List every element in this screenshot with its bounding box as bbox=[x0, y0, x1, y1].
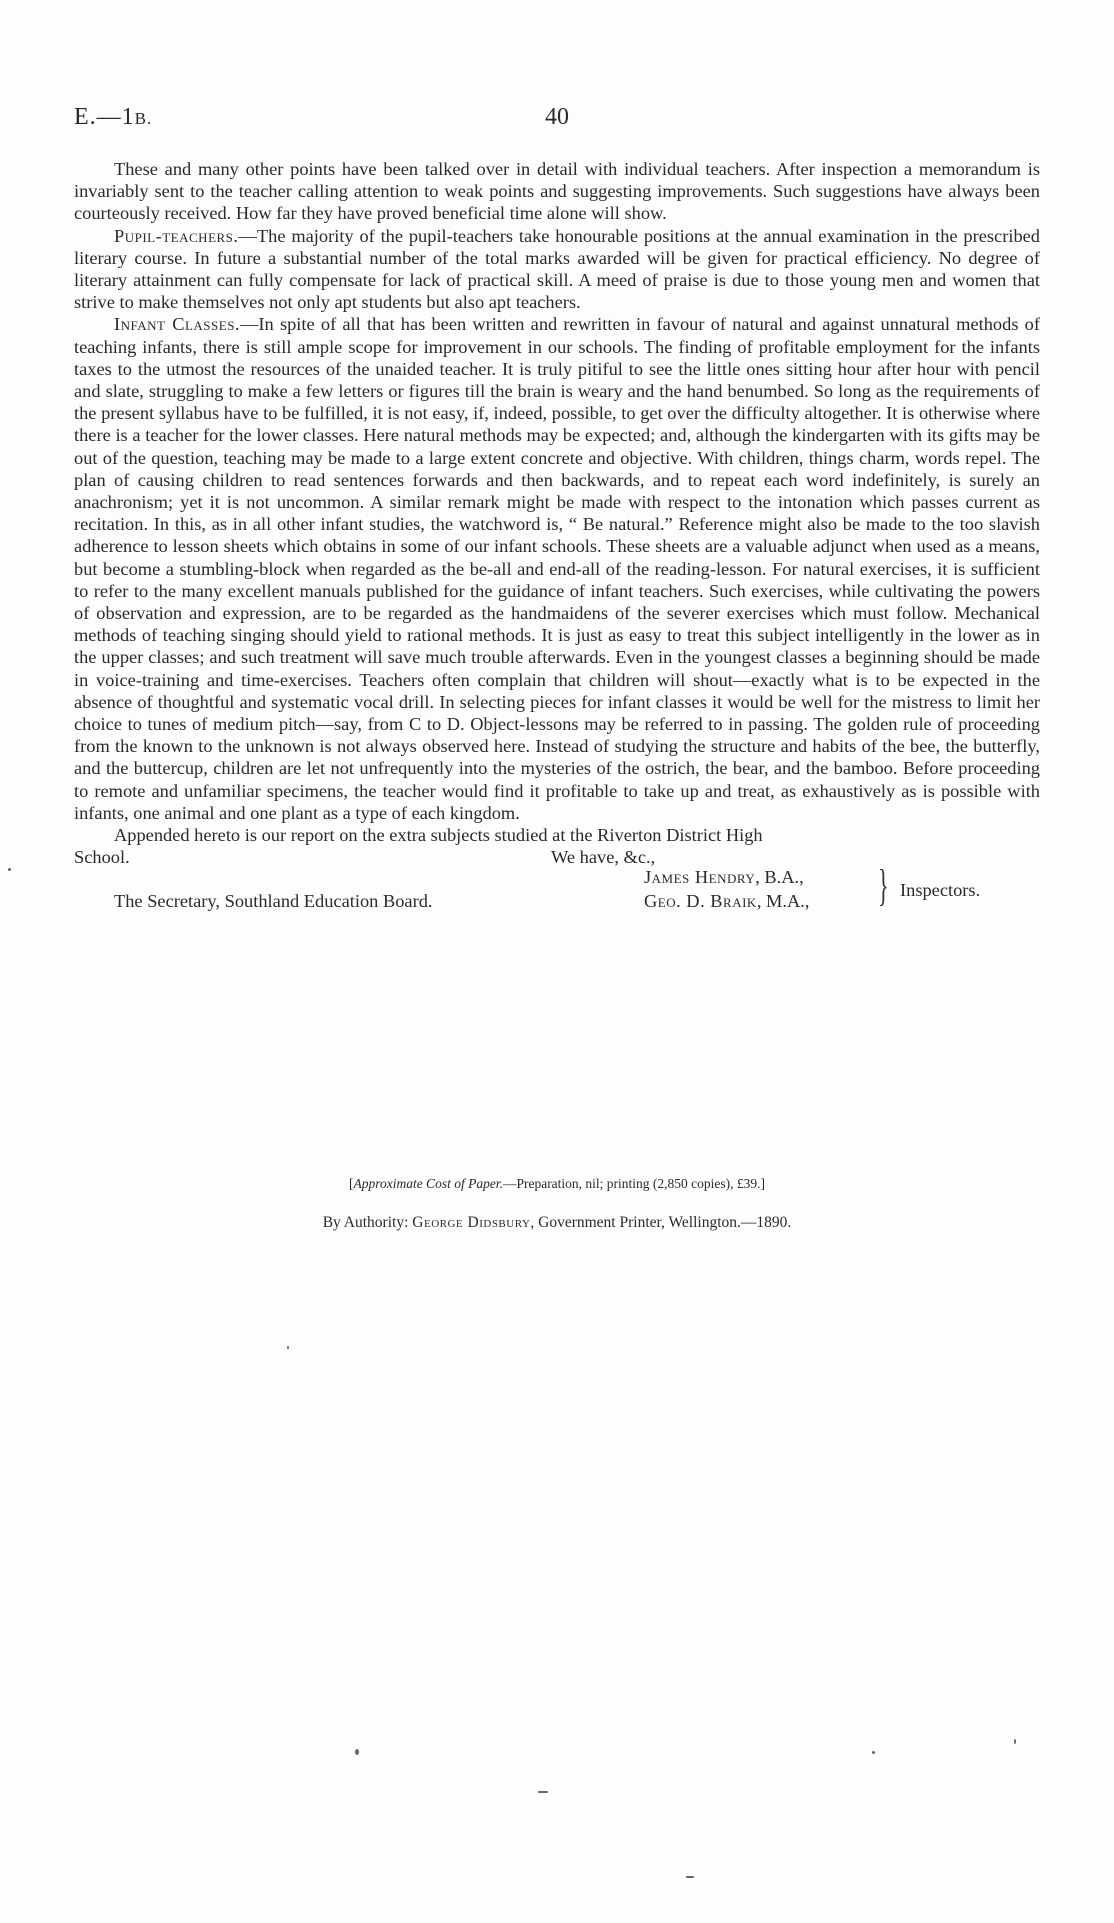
cost-label: Approximate Cost of Paper. bbox=[353, 1176, 503, 1191]
signatory-hendry-degree: , B.A., bbox=[755, 867, 804, 888]
appended-line: Appended hereto is our report on the extra subjects studied at the Riverton District High bbox=[114, 825, 763, 846]
cost-note: [Approximate Cost of Paper.—Preparation, nil; printing (2,850 copies), £39.] bbox=[348, 1176, 766, 1191]
signatory-braik-name: Geo. D. Braik bbox=[644, 891, 757, 912]
report-body bbox=[74, 158, 1040, 914]
report-code-main: E.—1 bbox=[74, 104, 135, 130]
scan-speck bbox=[1014, 1739, 1016, 1744]
cost-text: —Preparation, nil; printing (2,850 copies), £39. bbox=[502, 1176, 761, 1191]
scan-speck bbox=[538, 1791, 548, 1793]
scan-speck bbox=[355, 1749, 359, 1755]
paragraph-pupil-teachers-text: —The majority of the pupil-teachers take honourable positions at the annual examination in the prescribed literary course. In future a substantial number of the total marks awarded will be given for practical efficiency. No degree of literary attainment can fully compensate for lack of practical skill. A meed of praise is due to those young men and women that strive to make themselves not only apt students but also apt teachers. bbox=[74, 225, 1040, 313]
signatory-braik-degree: , M.A., bbox=[756, 891, 810, 912]
authority-suffix: , Government Printer, Wellington.—1890. bbox=[530, 1214, 792, 1231]
addressee: The Secretary, Southland Education Board. bbox=[114, 891, 433, 912]
scan-speck bbox=[8, 868, 11, 871]
page-header bbox=[74, 104, 1040, 134]
scan-speck bbox=[686, 1876, 694, 1878]
section-heading-infant-classes: Infant Classes. bbox=[114, 314, 241, 335]
signatory-braik bbox=[644, 890, 809, 912]
scan-speck bbox=[872, 1751, 875, 1754]
printer-name: George Didsbury bbox=[412, 1214, 531, 1231]
signature-brace: } bbox=[878, 861, 889, 911]
authority-line bbox=[0, 1214, 1114, 1232]
report-code-suffix: B. bbox=[134, 109, 153, 128]
school-word: School. bbox=[74, 847, 130, 868]
section-heading-pupil-teachers: Pupil-teachers. bbox=[114, 225, 239, 246]
signatory-hendry bbox=[644, 866, 804, 888]
signatory-hendry-name: James Hendry bbox=[644, 867, 756, 888]
signatory-role: Inspectors. bbox=[900, 880, 981, 901]
closing-we-have: We have, &c., bbox=[551, 847, 656, 868]
page-number: 40 bbox=[545, 104, 569, 130]
scan-speck bbox=[287, 1346, 289, 1349]
paragraph-pupil-teachers bbox=[74, 225, 1040, 314]
signature-block bbox=[74, 846, 1040, 914]
paragraph-points: These and many other points have been talked over in detail with individual teachers. After inspection a memorandum is invariably sent to the teacher calling attention to weak points and suggesting improvements. Such suggestions have always been courteously received. How far they have proved beneficial time alone will show. bbox=[74, 159, 1040, 224]
authority-prefix: By Authority: bbox=[322, 1214, 413, 1231]
paragraph-infant-classes bbox=[74, 313, 1040, 824]
paragraph-infant-classes-text: —In spite of all that has been written and rewritten in favour of natural and against unnatural methods of teaching infants, there is still ample scope for improvement in our schools. The finding of profitable employment for the infants taxes to the utmost the resources of the unaided teacher. It is truly pitiful to see the little ones sitting hour after hour with pencil and slate, struggling to make a few letters or figures till the brain is weary and the hand benumbed. So long as the requirements of the present syllabus have to be fulfilled, it is not easy, if, indeed, possible, to get over the difficulty altogether. It is otherwise where there is a teacher for the lower classes. Here natural methods may be expected; and, although the kindergarten with its gifts may be out of the question, teaching may be made to a large extent concrete and objective. With children, things charm, words repel. The plan of causing children to read sentences forwards and then backwards, and to repeat each word indefinitely, is surely an anachronism; yet it is not uncommon. A similar remark might be made with respect to the intonation which passes current as recitation. In this, as in all other infant studies, the watchword is, “ Be natural.” Reference might also be made to the too slavish adherence to lesson sheets which obtains in some of our infant schools. These sheets are a valuable adjunct when used as a means, but become a stumbling-block when regarded as the be-all and end-all of the reading-lesson. For natural exercises, it is sufficient to refer to the many excellent manuals published for the guidance of infant teachers. Such exercises, while cultivating the powers of observation and expression, are to be regarded as the handmaidens of the severer exercises which must follow. Mechanical methods of teaching singing should yield to rational methods. It is just as easy to treat this subject intelligently in the lower as in the upper classes; and such treatment will save much trouble afterwards. Even in the youngest classes a beginning should be made in voice-training and time-exercises. Teachers often complain that children will shout—exactly what is to be expected in the absence of thoughtful and systematic vocal drill. In selecting pieces for infant classes it would be well for the mistress to limit her choice to tunes of medium pitch—say, from C to D. Object-lessons may be referred to in passing. The golden rule of proceeding from the known to the unknown is not always observed here. Instead of studying the structure and habits of the bee, the butterfly, and the buttercup, children are let not unfrequently into the mysteries of the ostrich, the bear, and the bamboo. Before proceeding to remote and unfamiliar specimens, the teacher would find it profitable to take up and treat, as exhaustively as is possible with infants, one animal and one plant as a type of each kingdom. bbox=[74, 314, 1041, 823]
